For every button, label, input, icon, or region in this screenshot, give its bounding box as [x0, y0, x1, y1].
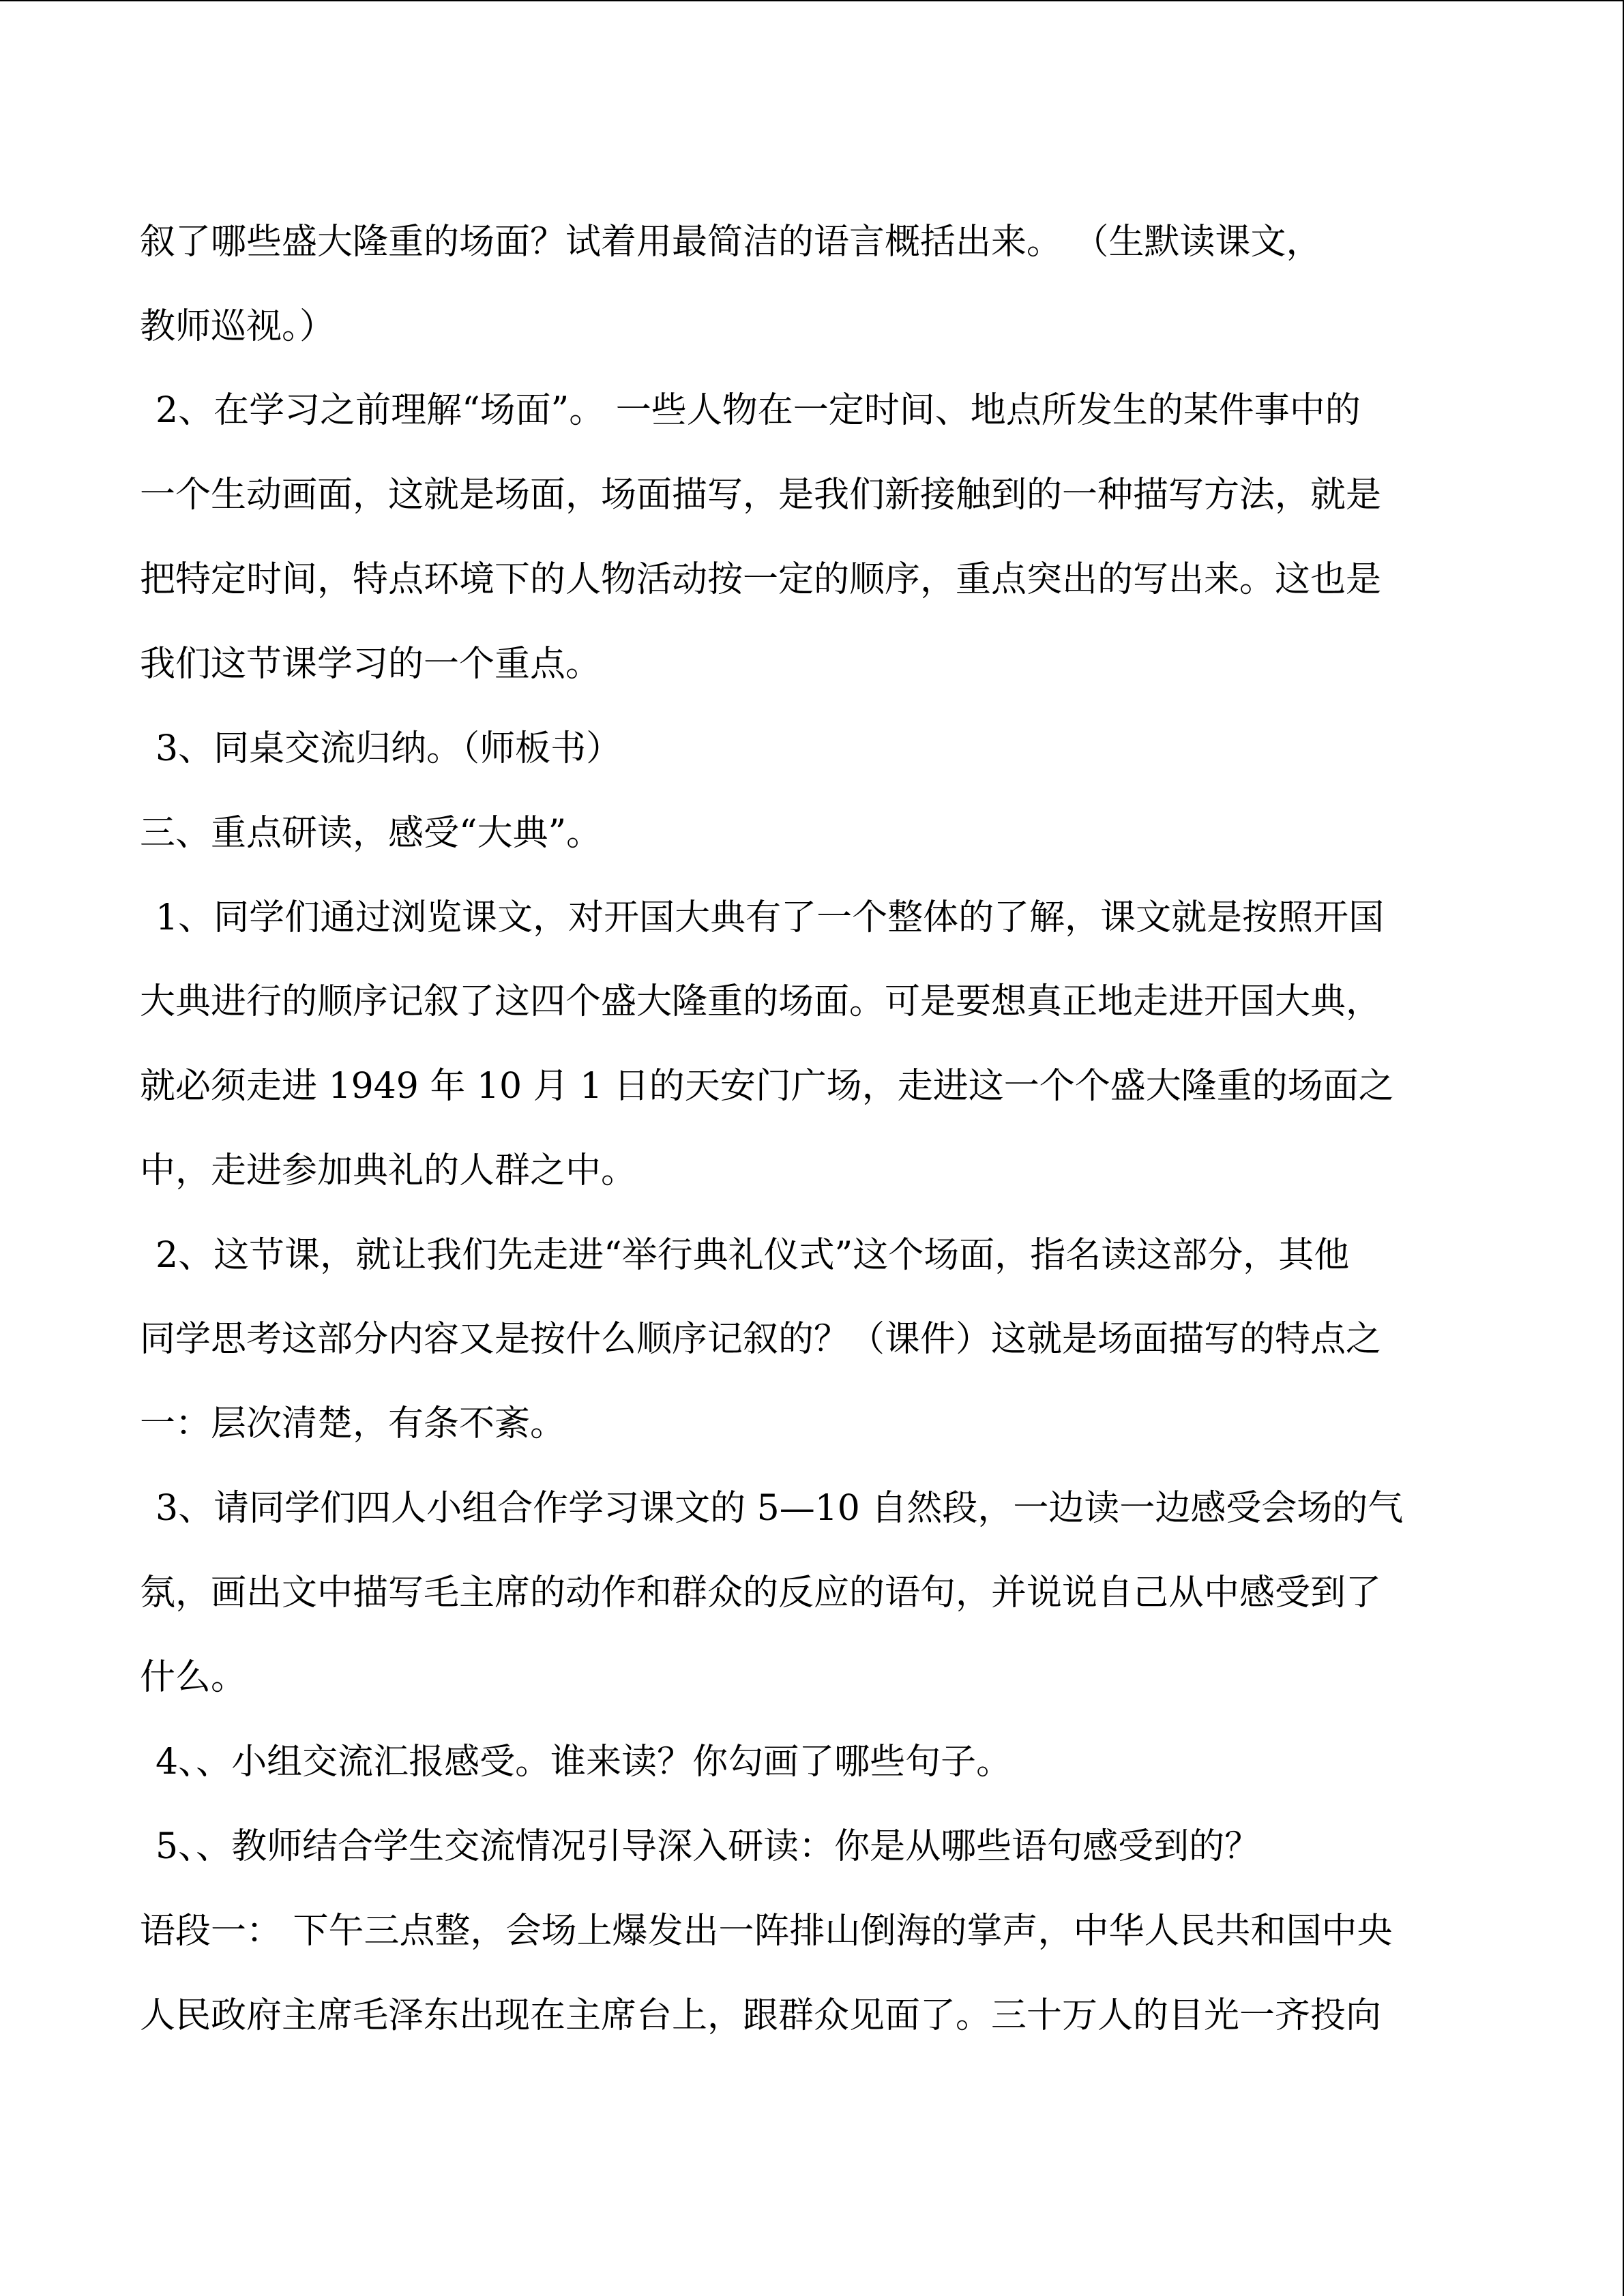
text-line: 人民政府主席毛泽东出现在主席台上，跟群众见面了。三十万人的目光一齐投向 — [140, 1995, 1382, 2036]
text-line: 大典进行的顺序记叙了这四个盛大隆重的场面。可是要想真正地走进开国大典， — [140, 981, 1382, 1022]
text-line: 中，走进参加典礼的人群之中。 — [140, 1150, 637, 1191]
text-line: 一个生动画面，这就是场面，场面描写，是我们新接触到的一种描写方法，就是 — [140, 475, 1382, 516]
text-line: 就必须走进 1949 年 10 月 1 日的天安门广场，走进这一个个盛大隆重的场面之 — [140, 1066, 1394, 1107]
text-line: 语段一： 下午三点整，会场上爆发出一阵排山倒海的掌声，中华人民共和国中央 — [140, 1911, 1393, 1952]
text-line: 什么。 — [140, 1657, 247, 1698]
text-line: 我们这节课学习的一个重点。 — [140, 644, 602, 685]
text-line: 3、请同学们四人小组合作学习课文的 5—10 自然段，一边读一边感受会场的气 — [156, 1488, 1404, 1529]
text-line: 3、同桌交流归纳。（师板书） — [156, 728, 622, 769]
text-line: 2、这节课，就让我们先走进“举行典礼仪式”这个场面，指名读这部分，其他 — [156, 1235, 1350, 1276]
text-line: 2、在学习之前理解“场面”。 一些人物在一定时间、地点所发生的某件事中的 — [156, 390, 1361, 431]
text-line: 一：层次清楚，有条不紊。 — [140, 1403, 566, 1444]
text-line: 1、同学们通过浏览课文，对开国大典有了一个整体的了解，课文就是按照开国 — [156, 897, 1385, 938]
text-line: 叙了哪些盛大隆重的场面？试着用最简洁的语言概括出来。 （生默读课文， — [140, 222, 1322, 263]
text-line: 氛，画出文中描写毛主席的动作和群众的反应的语句，并说说自己从中感受到了 — [140, 1572, 1382, 1613]
text-line: 4、、小组交流汇报感受。谁来读？你勾画了哪些句子。 — [156, 1742, 1012, 1783]
text-line: 5、、教师结合学生交流情况引导深入研读：你是从哪些语句感受到的？ — [156, 1826, 1260, 1867]
section-heading: 三、重点研读，感受“大典”。 — [140, 813, 602, 854]
text-line: 教师巡视。） — [140, 306, 336, 347]
text-line: 同学思考这部分内容又是按什么顺序记叙的？（课件）这就是场面描写的特点之 — [140, 1319, 1382, 1360]
text-line: 把特定时间，特点环境下的人物活动按一定的顺序，重点突出的写出来。这也是 — [140, 559, 1382, 600]
